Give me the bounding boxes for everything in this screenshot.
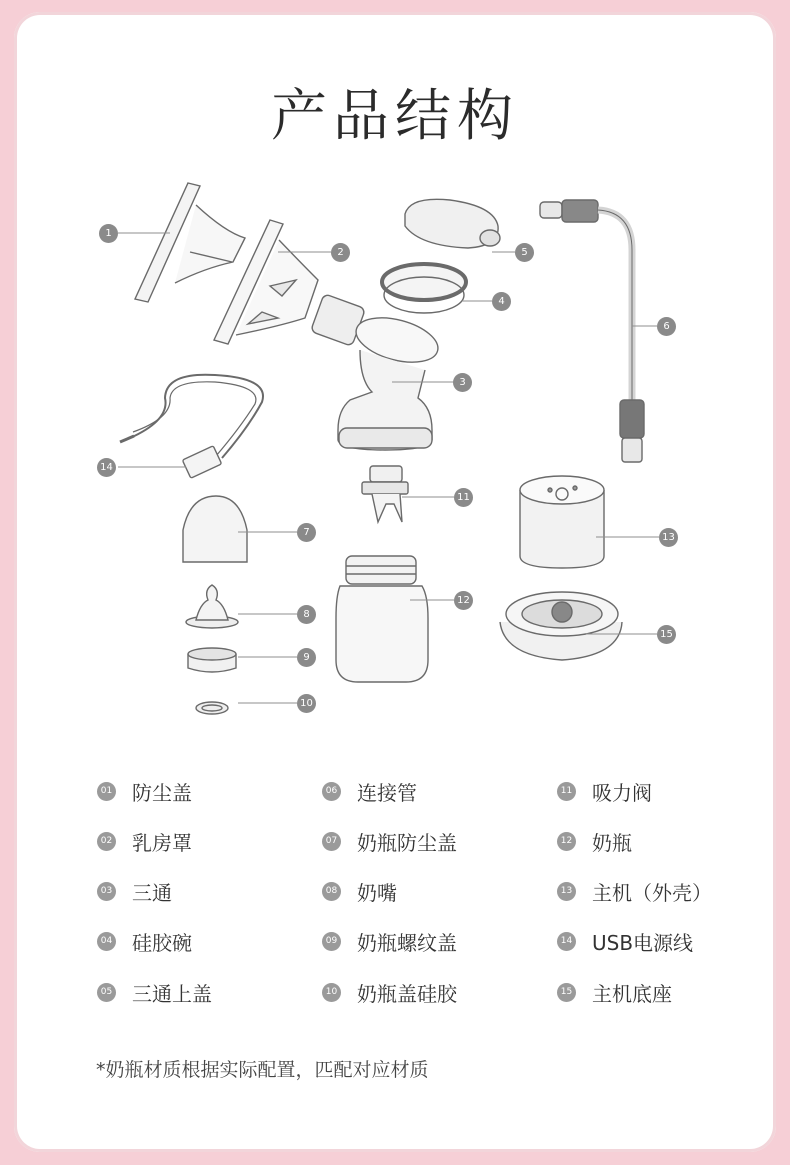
callout-14: 14 — [97, 458, 116, 477]
callout-2: 2 — [331, 243, 350, 262]
legend-item — [97, 826, 192, 856]
callout-4: 4 — [492, 292, 511, 311]
callout-5: 5 — [515, 243, 534, 262]
part-bottle — [336, 556, 428, 682]
legend-label: 奶瓶 — [592, 830, 632, 855]
legend-label: 三通 — [132, 880, 172, 905]
legend-label: 三通上盖 — [132, 981, 212, 1006]
page-title: 产品结构 — [271, 84, 519, 149]
legend-item — [97, 776, 192, 806]
legend-number: 03 — [97, 882, 116, 901]
legend-label: USB电源线 — [592, 930, 694, 955]
part-silicone-disc — [196, 702, 228, 714]
legend-item — [557, 776, 652, 806]
callout-12: 12 — [454, 591, 473, 610]
legend-number: 14 — [557, 932, 576, 951]
legend-number: 13 — [557, 882, 576, 901]
footnote: *奶瓶材质根据实际配置，匹配对应材质 — [96, 1059, 429, 1081]
legend-number: 15 — [557, 983, 576, 1002]
legend-number: 10 — [322, 983, 341, 1002]
legend-number: 04 — [97, 932, 116, 951]
legend-item — [97, 926, 192, 956]
legend-number: 05 — [97, 983, 116, 1002]
legend-label: 奶嘴 — [357, 880, 397, 905]
part-tube — [540, 200, 644, 462]
legend-number: 02 — [97, 832, 116, 851]
callout-11: 11 — [454, 488, 473, 507]
legend-item — [322, 977, 457, 1007]
legend-label: 乳房罩 — [132, 830, 192, 855]
callout-7: 7 — [297, 523, 316, 542]
legend-item — [557, 926, 693, 956]
callout-10: 10 — [297, 694, 316, 713]
callout-6: 6 — [657, 317, 676, 336]
callout-1: 1 — [99, 224, 118, 243]
part-suction-valve — [362, 466, 408, 522]
legend-item — [322, 826, 457, 856]
legend-number: 09 — [322, 932, 341, 951]
legend-label: 主机（外壳） — [592, 880, 712, 905]
legend-number: 06 — [322, 782, 341, 801]
callout-13: 13 — [659, 528, 678, 547]
legend-item — [322, 926, 457, 956]
legend-item — [557, 977, 672, 1007]
legend-item — [557, 826, 632, 856]
legend-label: 奶瓶盖硅胶 — [357, 981, 457, 1006]
part-base — [500, 592, 622, 660]
part-main-unit — [520, 476, 604, 568]
legend-label: 奶瓶防尘盖 — [357, 830, 457, 855]
legend-item — [322, 876, 397, 906]
legend-label: 吸力阀 — [592, 780, 652, 805]
legend-number: 01 — [97, 782, 116, 801]
legend-label: 硅胶碗 — [132, 930, 192, 955]
legend-item — [97, 977, 212, 1007]
legend-number: 08 — [322, 882, 341, 901]
legend-item — [322, 776, 417, 806]
part-usb-cable — [120, 375, 263, 479]
callout-9: 9 — [297, 648, 316, 667]
legend-number: 11 — [557, 782, 576, 801]
part-dust-cover — [135, 183, 245, 302]
callout-3: 3 — [453, 373, 472, 392]
legend-label: 奶瓶螺纹盖 — [357, 930, 457, 955]
callout-8: 8 — [297, 605, 316, 624]
legend-number: 12 — [557, 832, 576, 851]
legend-number: 07 — [322, 832, 341, 851]
callout-15: 15 — [657, 625, 676, 644]
legend-label: 主机底座 — [592, 981, 672, 1006]
legend-label: 防尘盖 — [132, 780, 192, 805]
legend-item — [97, 876, 172, 906]
legend-item — [557, 876, 712, 906]
part-silicone-bowl — [382, 264, 466, 313]
part-top-cap — [405, 199, 500, 248]
legend-label: 连接管 — [357, 780, 417, 805]
part-threaded-ring — [188, 648, 236, 672]
part-bottle-dust-cap — [183, 496, 247, 562]
part-nipple — [186, 585, 238, 628]
